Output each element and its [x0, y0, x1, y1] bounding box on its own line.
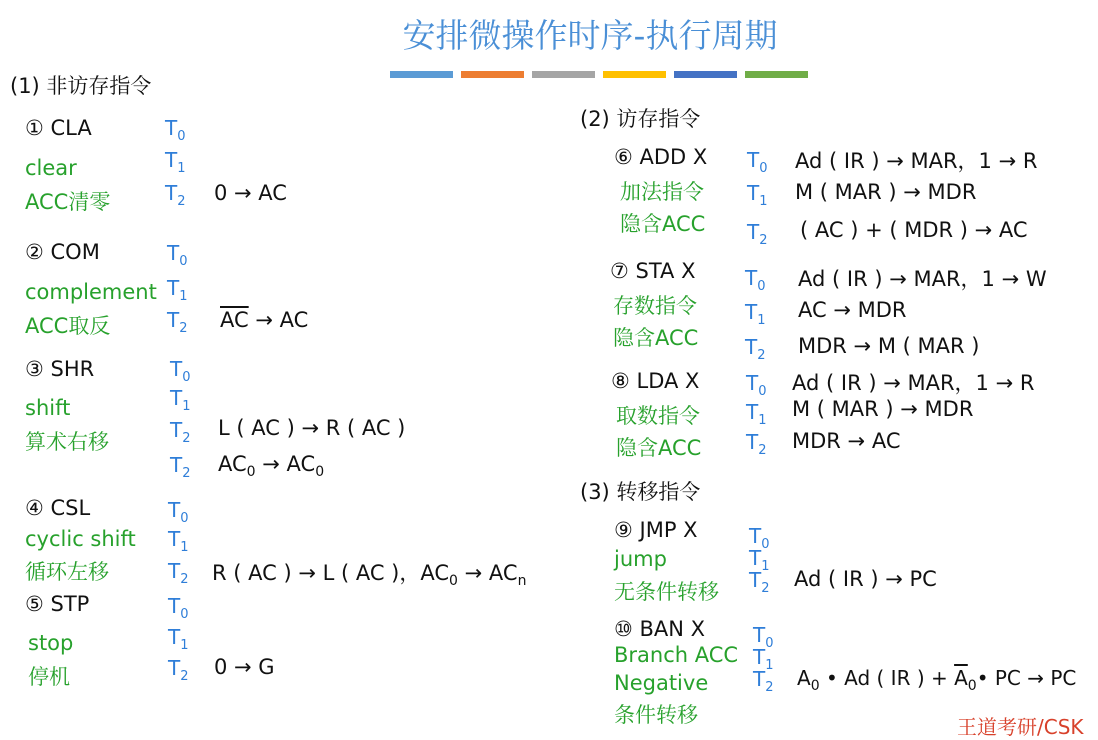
ban-t0: $T_0$ [753, 623, 774, 651]
shr-t2b: $T_2$ [170, 453, 191, 481]
instr-com-desc1: complement [25, 280, 157, 304]
stp-t2: $T_2$ [168, 656, 189, 684]
instr-shr-desc1: shift [25, 396, 71, 420]
com-t0: $T_0$ [167, 241, 188, 269]
section-heading-memory: (2) 访存指令 [580, 107, 701, 131]
instr-com-desc2: ACC取反 [25, 314, 111, 338]
instr-cla-name: ① CLA [25, 116, 92, 140]
instr-com-name: ② COM [25, 240, 100, 264]
page-title: 安排微操作时序-执行周期 [402, 16, 778, 55]
jmp-op2: Ad ( IR ) → PC [794, 567, 937, 591]
add-op2: ( AC ) + ( MDR ) → AC [800, 218, 1028, 242]
lda-t1: $T_1$ [746, 400, 767, 428]
shr-t2a: $T_2$ [170, 418, 191, 446]
cla-t2: $T_2$ [165, 181, 186, 209]
watermark: 王道考研/CSK [957, 715, 1084, 739]
color-bar [745, 71, 808, 78]
instr-cla-desc2: ACC清零 [25, 190, 111, 214]
instr-lda-name: ⑧ LDA X [611, 369, 700, 393]
instr-lda-desc2: 隐含ACC [616, 436, 702, 460]
instr-lda-desc1: 取数指令 [616, 404, 700, 428]
instr-add-name: ⑥ ADD X [614, 145, 708, 169]
ban-t2: $T_2$ [753, 667, 774, 695]
instr-ban-desc3: 条件转移 [614, 703, 698, 727]
sta-t0: $T_0$ [745, 266, 766, 294]
shr-t1: $T_1$ [170, 386, 191, 414]
lda-t0: $T_0$ [746, 371, 767, 399]
jmp-t1: $T_1$ [749, 546, 770, 574]
color-bar [603, 71, 666, 78]
shr-t0: $T_0$ [170, 357, 191, 385]
section-heading-branch: (3) 转移指令 [580, 480, 701, 504]
instr-jmp-name: ⑨ JMP X [614, 518, 698, 542]
ban-t1: $T_1$ [753, 645, 774, 673]
instr-stp-desc2: 停机 [28, 665, 70, 689]
instr-cla-desc1: clear [25, 156, 77, 180]
lda-op1: M ( MAR ) → MDR [792, 397, 974, 421]
com-t1: $T_1$ [167, 276, 188, 304]
instr-jmp-desc2: 无条件转移 [614, 580, 719, 604]
csl-t0: $T_0$ [168, 498, 189, 526]
cla-t1: $T_1$ [165, 148, 186, 176]
cla-t0: $T_0$ [165, 116, 186, 144]
stp-op-t2: 0 → G [214, 655, 275, 679]
add-t0: $T_0$ [747, 148, 768, 176]
csl-op: R ( AC ) → L ( AC )，$AC_0 \to AC_n$ [212, 561, 527, 590]
color-bar [674, 71, 737, 78]
instr-ban-desc2: Negative [614, 671, 709, 695]
com-t2: $T_2$ [167, 308, 188, 336]
cla-op-t2: 0 → AC [214, 181, 287, 205]
ban-op2: $A_0$ • Ad ( IR ) + $\overline{A}_0•$ PC → PC [797, 666, 1077, 694]
lda-op0: Ad ( IR ) → MAR，1 → R [792, 371, 1035, 395]
section-heading-non-memory: (1) 非访存指令 [10, 74, 152, 98]
lda-op2: MDR → AC [792, 429, 901, 453]
instr-add-desc2: 隐含ACC [620, 212, 706, 236]
shr-op2: $AC_0 \to AC_0$ [218, 452, 325, 481]
shr-op1: L ( AC ) → R ( AC ) [218, 416, 406, 440]
instr-shr-name: ③ SHR [25, 357, 95, 381]
color-bar [390, 71, 453, 78]
sta-t1: $T_1$ [745, 300, 766, 328]
sta-op2: MDR → M ( MAR ) [798, 334, 980, 358]
stp-t0: $T_0$ [168, 594, 189, 622]
com-op-t2: $\overline{AC}$ → AC [220, 308, 309, 332]
jmp-t2: $T_2$ [749, 568, 770, 596]
instr-ban-desc1: Branch ACC [614, 643, 739, 667]
sta-op1: AC → MDR [798, 298, 907, 322]
instr-csl-desc2: 循环左移 [25, 560, 109, 584]
stp-t1: $T_1$ [168, 625, 189, 653]
sta-t2: $T_2$ [745, 335, 766, 363]
jmp-t0: $T_0$ [749, 524, 770, 552]
instr-ban-name: ⑩ BAN X [614, 617, 706, 641]
title-color-bars [390, 71, 816, 78]
instr-stp-desc1: stop [28, 631, 74, 655]
csl-t1: $T_1$ [168, 527, 189, 555]
add-op1: M ( MAR ) → MDR [795, 180, 977, 204]
lda-t2: $T_2$ [746, 430, 767, 458]
instr-stp-name: ⑤ STP [25, 592, 90, 616]
add-t1: $T_1$ [747, 181, 768, 209]
color-bar [461, 71, 524, 78]
instr-sta-desc2: 隐含ACC [613, 326, 699, 350]
instr-jmp-desc1: jump [614, 547, 667, 571]
instr-sta-name: ⑦ STA X [610, 259, 696, 283]
add-t2: $T_2$ [747, 220, 768, 248]
instr-shr-desc2: 算术右移 [25, 430, 109, 454]
add-op0: Ad ( IR ) → MAR，1 → R [795, 149, 1038, 173]
instr-sta-desc1: 存数指令 [613, 294, 697, 318]
color-bar [532, 71, 595, 78]
csl-t2: $T_2$ [168, 559, 189, 587]
instr-csl-name: ④ CSL [25, 496, 91, 520]
instr-add-desc1: 加法指令 [620, 180, 704, 204]
instr-csl-desc1: cyclic shift [25, 527, 136, 551]
sta-op0: Ad ( IR ) → MAR，1 → W [798, 267, 1047, 291]
